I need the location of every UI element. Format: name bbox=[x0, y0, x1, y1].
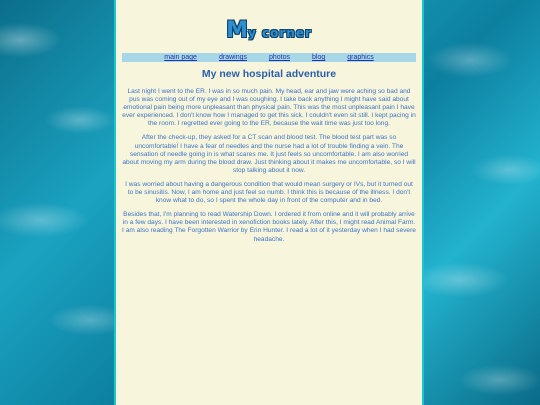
post-paragraph: Last night I went to the ER. I was in so much pain. My head, ear and jaw were aching so bad and pus was coming out of my eye and I was coughing. I take back anything I might have said about emotional pain being more unpleasant than physical pain. This was the most unpleasant pain I have ever experienced. I don't know how I managed to get this sick. I couldn't even sit still. I kept pacing in the room. I regretted ever going to the ER, because the wait time was just too long. bbox=[122, 88, 416, 128]
post-paragraph: I was worried about having a dangerous condition that would mean surgery or IVs, but it turned out to be sinusitis. Now, I am home and just feel so numb. I think this is because of the illness. I don't know what to do, so I spent the whole day in front of the computer and in bed. bbox=[125, 180, 413, 205]
nav-link-blog[interactable]: blog bbox=[312, 54, 326, 61]
nav-bar bbox=[122, 53, 416, 62]
site-logo[interactable] bbox=[116, 18, 422, 44]
post-body bbox=[122, 88, 416, 250]
post-paragraph: Besides that, I'm planning to read Watership Down. I ordered it from online and it will probably arrive in a few days. I have been interested in xenofiction books lately. After this, I might read Animal Farm. I am also reading The Forgotten Warrior by Erin Hunter. I read a lot of it yesterday when I had severe headache. bbox=[122, 211, 416, 243]
nav-link-graphics[interactable]: graphics bbox=[347, 54, 374, 61]
nav-link-drawings[interactable]: drawings bbox=[218, 54, 247, 61]
logo-initial: M bbox=[226, 18, 249, 43]
nav-link-main-page[interactable]: main page bbox=[164, 54, 197, 61]
content-column bbox=[114, 0, 424, 405]
logo-text: y corner bbox=[248, 26, 312, 40]
nav-link-photos[interactable]: photos bbox=[268, 54, 291, 61]
post-paragraph: After the check-up, they asked for a CT scan and blood test. The blood test part was so uncomfortable! I have a fear of needles and the nurse had a lot of trouble finding a vein. The sensation of needle going in is what scares me. It just feels so uncomfortable. I am also worried about moving my arm during the blood draw. Just thinking about it makes me uncomfortable, so I will stop talking about it now. bbox=[122, 134, 416, 174]
post-title: My new hospital adventure bbox=[201, 68, 337, 80]
